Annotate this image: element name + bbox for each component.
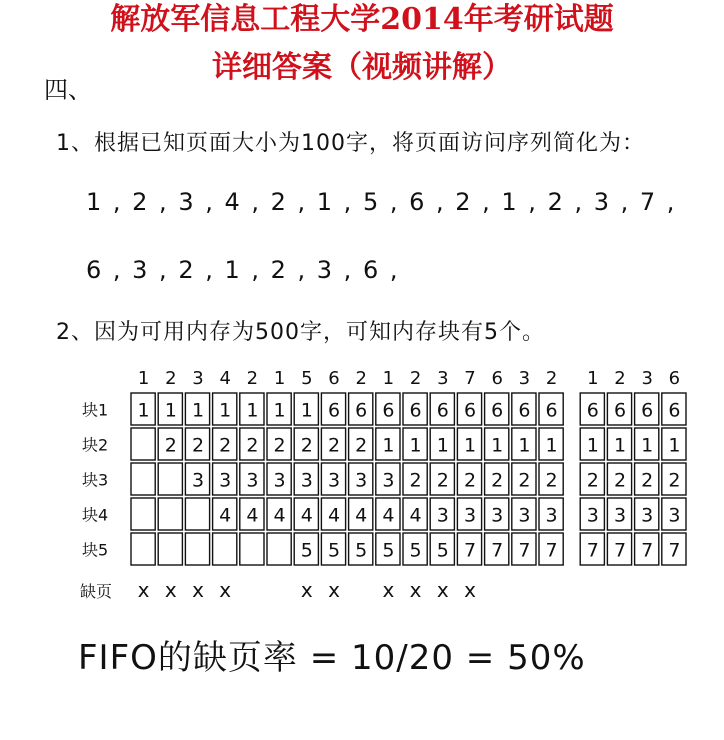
row-label-3: 块3 [82,470,109,490]
cell-value-r5-c11: 5 [409,539,422,562]
fault-mark-8: x [328,578,340,602]
cell-value-r1-c2: 1 [164,399,177,422]
fault-mark-1: x [137,578,150,602]
cell-box-r4-c3 [185,498,209,530]
cell-value-r1-c20: 6 [668,399,681,422]
cell-value-r2-c9: 2 [355,434,368,457]
cell-value-r1-c9: 6 [355,399,368,422]
cell-value-r5-c8: 5 [327,539,341,562]
sequence-header-12: 3 [437,368,449,389]
cell-value-r4-c18: 3 [613,504,627,527]
cell-value-r4-c11: 4 [409,504,422,527]
row-label-2: 块2 [82,435,109,455]
sequence-header-4: 4 [219,368,231,389]
cell-value-r1-c13: 6 [463,399,477,422]
cell-value-r4-c4: 4 [219,504,232,527]
cell-value-r3-c8: 3 [327,469,341,492]
sequence-header-1: 1 [137,368,150,389]
cell-value-r4-c5: 4 [246,504,259,527]
cell-value-r4-c12: 3 [436,504,449,527]
cell-value-r1-c5: 1 [246,399,259,422]
sequence-header-18: 2 [614,368,626,389]
cell-value-r2-c5: 2 [246,434,259,457]
cell-value-r1-c11: 6 [409,399,422,422]
cell-box-r5-c6 [267,533,291,565]
sequence-header-8: 6 [328,368,340,389]
fault-mark-4: x [219,578,232,602]
cell-value-r3-c13: 2 [463,469,477,492]
cell-box-r4-c1 [131,498,155,530]
cell-value-r3-c15: 2 [518,469,531,492]
cell-value-r3-c16: 2 [545,469,558,492]
fault-mark-2: x [164,578,177,602]
cell-value-r5-c12: 5 [436,539,449,562]
sequence-header-10: 1 [382,368,395,389]
cell-value-r3-c19: 2 [641,469,654,492]
cell-box-r5-c3 [185,533,209,565]
page-title-line2: 详细答案（视频讲解） [212,50,512,85]
cell-value-r2-c12: 1 [436,434,449,457]
cell-value-r1-c19: 6 [641,399,654,422]
cell-value-r2-c8: 2 [327,434,341,457]
cell-value-r1-c1: 1 [137,399,150,422]
cell-value-r5-c9: 5 [355,539,368,562]
cell-box-r5-c2 [158,533,182,565]
cell-value-r2-c17: 1 [586,434,599,457]
cell-value-r5-c14: 7 [491,539,504,562]
cell-value-r3-c5: 3 [246,469,259,492]
cell-value-r3-c7: 3 [300,469,313,492]
cell-box-r2-c1 [131,428,155,460]
access-sequence-line2: 6 , 3 , 2 , 1 , 2 , 3 , 6 , [86,256,400,284]
cell-value-r1-c12: 6 [436,399,449,422]
sequence-header-9: 2 [355,368,367,389]
cell-value-r4-c8: 4 [327,504,341,527]
cell-value-r5-c16: 7 [545,539,558,562]
sequence-header-20: 6 [668,368,681,389]
cell-value-r1-c7: 1 [300,399,313,422]
section-label: 四、 [44,76,92,104]
cell-value-r4-c9: 4 [355,504,368,527]
cell-box-r5-c5 [240,533,264,565]
fault-mark-10: x [382,578,395,602]
cell-value-r3-c18: 2 [613,469,627,492]
sequence-header-16: 2 [545,368,558,389]
cell-value-r4-c13: 3 [463,504,477,527]
sequence-header-19: 3 [641,368,653,389]
cell-value-r5-c13: 7 [463,539,477,562]
row-label-1: 块1 [82,400,109,420]
fault-rate-result: FIFO的缺页率 = 10/20 = 50% [78,638,586,678]
fault-mark-7: x [300,578,313,602]
cell-value-r1-c6: 1 [273,399,286,422]
cell-value-r1-c4: 1 [219,399,232,422]
cell-box-r5-c1 [131,533,155,565]
sequence-header-15: 3 [518,368,531,389]
cell-value-r1-c10: 6 [382,399,395,422]
fault-mark-11: x [409,578,422,602]
cell-value-r4-c20: 3 [668,504,681,527]
cell-value-r5-c19: 7 [641,539,654,562]
cell-box-r4-c2 [158,498,182,530]
cell-value-r2-c4: 2 [219,434,232,457]
cell-value-r4-c15: 3 [518,504,531,527]
cell-value-r5-c7: 5 [300,539,313,562]
cell-value-r3-c17: 2 [586,469,599,492]
cell-value-r3-c12: 2 [436,469,449,492]
row-label-4: 块4 [82,505,109,525]
cell-value-r2-c11: 1 [409,434,422,457]
cell-value-r3-c10: 3 [382,469,395,492]
cell-value-r1-c17: 6 [586,399,599,422]
cell-value-r1-c8: 6 [327,399,341,422]
sequence-header-7: 5 [301,368,313,389]
cell-value-r2-c7: 2 [300,434,313,457]
sequence-header-11: 2 [409,368,422,389]
cell-value-r3-c6: 3 [273,469,286,492]
cell-value-r4-c19: 3 [641,504,654,527]
cell-value-r4-c17: 3 [586,504,599,527]
sequence-header-17: 1 [587,368,599,389]
cell-value-r4-c6: 4 [273,504,286,527]
access-sequence-line1: 1 , 2 , 3 , 4 , 2 , 1 , 5 , 6 , 2 , 1 , 2 , 3 , 7 , [86,188,677,216]
cell-value-r2-c15: 1 [518,434,531,457]
cell-value-r1-c18: 6 [613,399,627,422]
cell-value-r3-c11: 2 [409,469,422,492]
cell-value-r3-c9: 3 [355,469,368,492]
cell-box-r3-c2 [158,463,182,495]
cell-value-r5-c17: 7 [586,539,599,562]
cell-value-r2-c10: 1 [382,434,395,457]
cell-value-r5-c18: 7 [613,539,627,562]
fault-row-label: 缺页 [80,582,113,601]
fault-mark-13: x [464,578,476,602]
sequence-header-13: 7 [464,368,476,389]
cell-box-r3-c1 [131,463,155,495]
cell-value-r4-c14: 3 [491,504,504,527]
cell-value-r2-c13: 1 [463,434,477,457]
cell-value-r2-c20: 1 [668,434,681,457]
cell-value-r3-c3: 3 [191,469,205,492]
cell-value-r5-c15: 7 [518,539,531,562]
sequence-header-5: 2 [246,368,259,389]
answer-1-text: 1、根据已知页面大小为100字，将页面访问序列简化为： [56,131,645,156]
answer-2-text: 2、因为可用内存为500字，可知内存块有5个。 [56,320,545,345]
cell-value-r4-c16: 3 [545,504,558,527]
cell-value-r3-c14: 2 [491,469,504,492]
sequence-header-3: 3 [192,368,204,389]
cell-value-r2-c19: 1 [641,434,654,457]
cell-value-r3-c20: 2 [668,469,681,492]
page-title-line1: 解放军信息工程大学2014年考研试题 [110,2,614,37]
cell-value-r4-c10: 4 [382,504,395,527]
cell-box-r5-c4 [213,533,237,565]
fault-mark-12: x [436,578,449,602]
cell-value-r1-c15: 6 [518,399,531,422]
sequence-header-6: 1 [273,368,286,389]
cell-value-r3-c4: 3 [219,469,232,492]
cell-value-r4-c7: 4 [300,504,313,527]
sequence-header-2: 2 [165,368,177,389]
fault-mark-3: x [192,578,204,602]
cell-value-r2-c3: 2 [191,434,205,457]
cell-value-r1-c3: 1 [191,399,205,422]
cell-value-r5-c10: 5 [382,539,395,562]
row-label-5: 块5 [82,540,109,560]
cell-value-r1-c16: 6 [545,399,558,422]
cell-value-r5-c20: 7 [668,539,681,562]
cell-value-r2-c14: 1 [491,434,504,457]
cell-value-r2-c6: 2 [273,434,286,457]
cell-value-r2-c16: 1 [545,434,558,457]
cell-value-r2-c2: 2 [164,434,177,457]
sequence-header-14: 6 [491,368,503,389]
cell-value-r2-c18: 1 [613,434,627,457]
cell-value-r1-c14: 6 [491,399,504,422]
